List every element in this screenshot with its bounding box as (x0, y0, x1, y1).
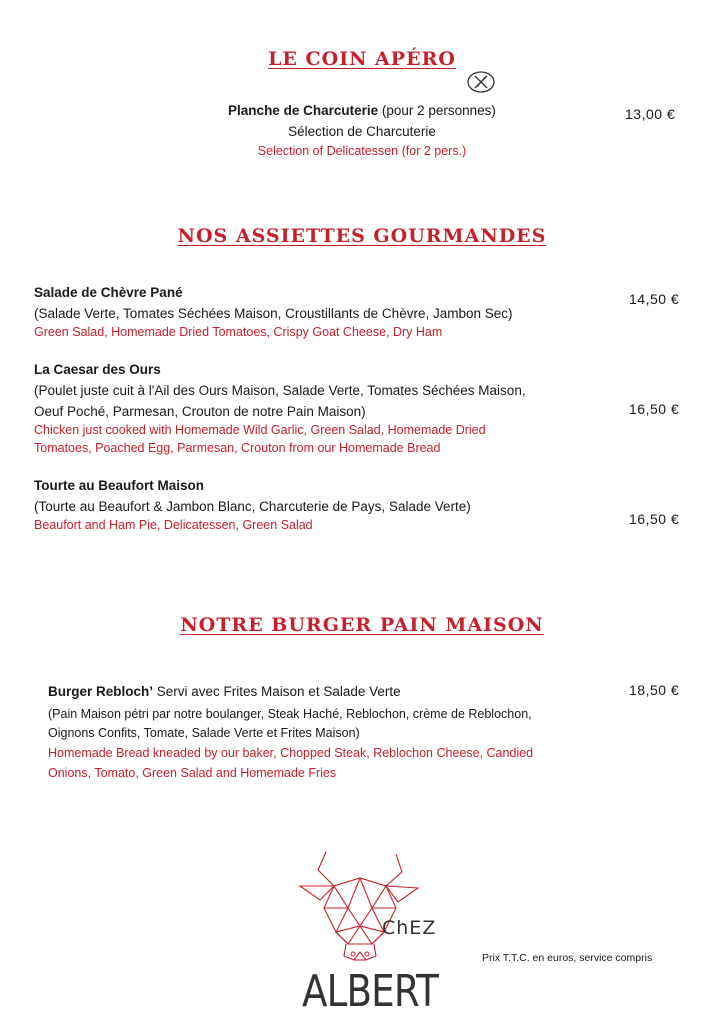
caesar-name: La Caesar des Ours (34, 362, 161, 377)
logo-text-chez: ChEZ (382, 917, 437, 939)
caesar-fr1: (Poulet juste cuit à l'Ail des Ours Maison, Salade Verte, Tomates Séchées Maison, (34, 383, 526, 398)
caesar-fr2: Oeuf Poché, Parmesan, Crouton de notre Pain Maison) (34, 404, 366, 419)
planche-heading (0, 103, 724, 118)
burger-price: 18,50 € (629, 682, 680, 698)
tourte-price: 16,50 € (629, 511, 680, 527)
burger-heading (48, 684, 401, 699)
planche-price: 13,00 € (625, 106, 676, 122)
chevre-price: 14,50 € (629, 291, 680, 307)
burger-en2: Onions, Tomato, Green Salad and Homemade Fries (48, 766, 337, 780)
section-title-burger: NOTRE BURGER PAIN MAISON (180, 614, 544, 636)
chez-albert-logo (296, 848, 442, 1016)
geometric-bull-head-icon (296, 848, 442, 1016)
burger-en1: Homemade Bread kneaded by our baker, Chopped Steak, Reblochon Cheese, Candied (48, 746, 534, 760)
no-fork-knife-icon (467, 71, 495, 93)
burger-desc: Servi avec Frites Maison et Salade Verte (153, 684, 401, 699)
tourte-en: Beaufort and Ham Pie, Delicatessen, Green Salad (34, 518, 313, 532)
caesar-en2: Tomatoes, Poached Egg, Parmesan, Crouton from our Homemade Bread (34, 441, 441, 455)
planche-qualifier: (pour 2 personnes) (378, 103, 496, 118)
tourte-name: Tourte au Beaufort Maison (34, 478, 205, 493)
caesar-en1: Chicken just cooked with Homemade Wild Garlic, Green Salad, Homemade Dried (34, 423, 486, 437)
burger-fr1: (Pain Maison pétri par notre boulanger, Steak Haché, Reblochon, crème de Reblochon, (48, 707, 532, 721)
section-title-assiettes: NOS ASSIETTES GOURMANDES (177, 225, 547, 247)
burger-name: Burger Rebloch’ (48, 684, 154, 699)
chevre-name: Salade de Chèvre Pané (34, 285, 183, 300)
caesar-price: 16,50 € (629, 401, 680, 417)
logo-text-albert: ALBERT (302, 966, 439, 1017)
price-note: Prix T.T.C. en euros, service compris (482, 952, 653, 964)
tourte-fr: (Tourte au Beaufort & Jambon Blanc, Charcuterie de Pays, Salade Verte) (34, 499, 471, 514)
chevre-en: Green Salad, Homemade Dried Tomatoes, Crispy Goat Cheese, Dry Ham (34, 325, 443, 339)
chevre-fr: (Salade Verte, Tomates Séchées Maison, Croustillants de Chèvre, Jambon Sec) (34, 306, 513, 321)
planche-fr: Sélection de Charcuterie (288, 124, 436, 139)
burger-fr2: Oignons Confits, Tomate, Salade Verte et Frites Maison) (48, 726, 360, 740)
planche-name: Planche de Charcuterie (228, 103, 379, 118)
planche-en: Selection of Delicatessen (for 2 pers.) (257, 144, 467, 158)
section-title-apero: LE COIN APÉRO (268, 48, 456, 70)
